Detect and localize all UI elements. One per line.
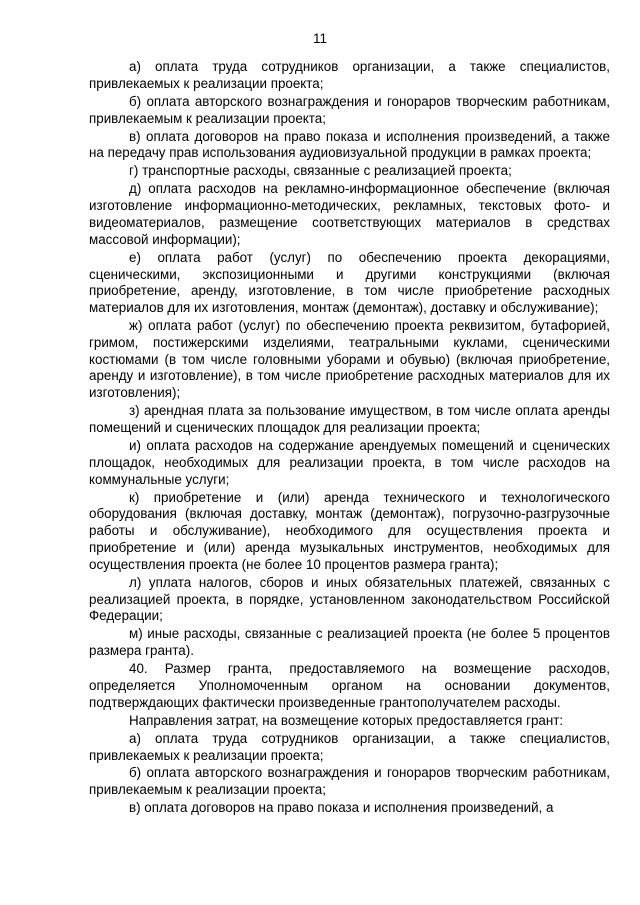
paragraph-d: д) оплата расходов на рекламно-информационное обеспечение (включая изготовление информационно-методических, рекламных, текстовых фото- и видеоматериалов, размещение соответствующих материалов в средствах массовой информации); <box>89 181 610 247</box>
paragraph-z: з) арендная плата за пользование имуществом, в том числе оплата аренды помещений и сценических площадок для реализации проекта; <box>89 403 610 436</box>
paragraph-b-2: б) оплата авторского вознаграждения и гонораров творческим работникам, привлекаемым к реализации проекта; <box>89 765 610 798</box>
paragraph-l: л) уплата налогов, сборов и иных обязательных платежей, связанных с реализацией проекта, в порядке, установленном законодательством Российской Федерации; <box>89 574 610 624</box>
paragraph-m: м) иные расходы, связанные с реализацией проекта (не более 5 процентов размера гранта). <box>89 626 610 659</box>
paragraph-cost-directions: Направления затрат, на возмещение которых предоставляется грант: <box>129 712 564 728</box>
paragraph-a: а) оплата труда сотрудников организации, а также специалистов, привлекаемых к реализации проекта; <box>89 59 610 91</box>
paragraph-40: 40. Размер гранта, предоставляемого на возмещение расходов, определяется Уполномоченным органом на основании документов, подтверждающих фактически произведенные грантополучателем расходы. <box>89 661 610 710</box>
paragraph-v-2: в) оплата договоров на право показа и исполнения произведений, а <box>129 800 554 816</box>
paragraph-zh: ж) оплата работ (услуг) по обеспечению проекта реквизитом, бутафорией, гримом, постижерскими изделиями, театральными куклами, сценическими костюмами (в том числе головными уборами и обувью) (включая приобретение, аренду и изготовление), в том числе приобретение расходных материалов для их изготовления); <box>89 318 610 401</box>
paragraph-v: в) оплата договоров на право показа и исполнения произведений, а также на передачу прав использования аудиовизуальной продукции в рамках проекта; <box>89 128 610 161</box>
paragraph-k: к) приобретение и (или) аренда технического и технологического оборудования (включая доставку, монтаж (демонтаж), погрузочно-разгрузочные работы и обслуживание), необходимого для осуществления проекта и приобретение и (или) аренда музыкальных инструментов, необходимых для осуществления проекта (не более 10 процентов размера гранта); <box>89 489 610 572</box>
paragraph-e: е) оплата работ (услуг) по обеспечению проекта декорациями, сценическими, экспозиционными и другими конструкциями (включая приобретение, аренду, изготовление, в том числе приобретение расходных материалов для их изготовления, монтаж (демонтаж), доставку и обслуживание); <box>89 249 610 316</box>
paragraph-g: г) транспортные расходы, связанные с реализацией проекта; <box>129 163 512 179</box>
document-body <box>89 59 610 818</box>
paragraph-i: и) оплата расходов на содержание арендуемых помещений и сценических площадок, необходимых для реализации проекта, в том числе расходов на коммунальные услуги; <box>89 438 610 487</box>
page-number: 11 <box>312 31 327 46</box>
paragraph-b: б) оплата авторского вознаграждения и гонораров творческим работникам, привлекаемым к реализации проекта; <box>89 93 610 126</box>
paragraph-a-2: а) оплата труда сотрудников организации, а также специалистов, привлекаемых к реализации проекта; <box>89 730 610 763</box>
